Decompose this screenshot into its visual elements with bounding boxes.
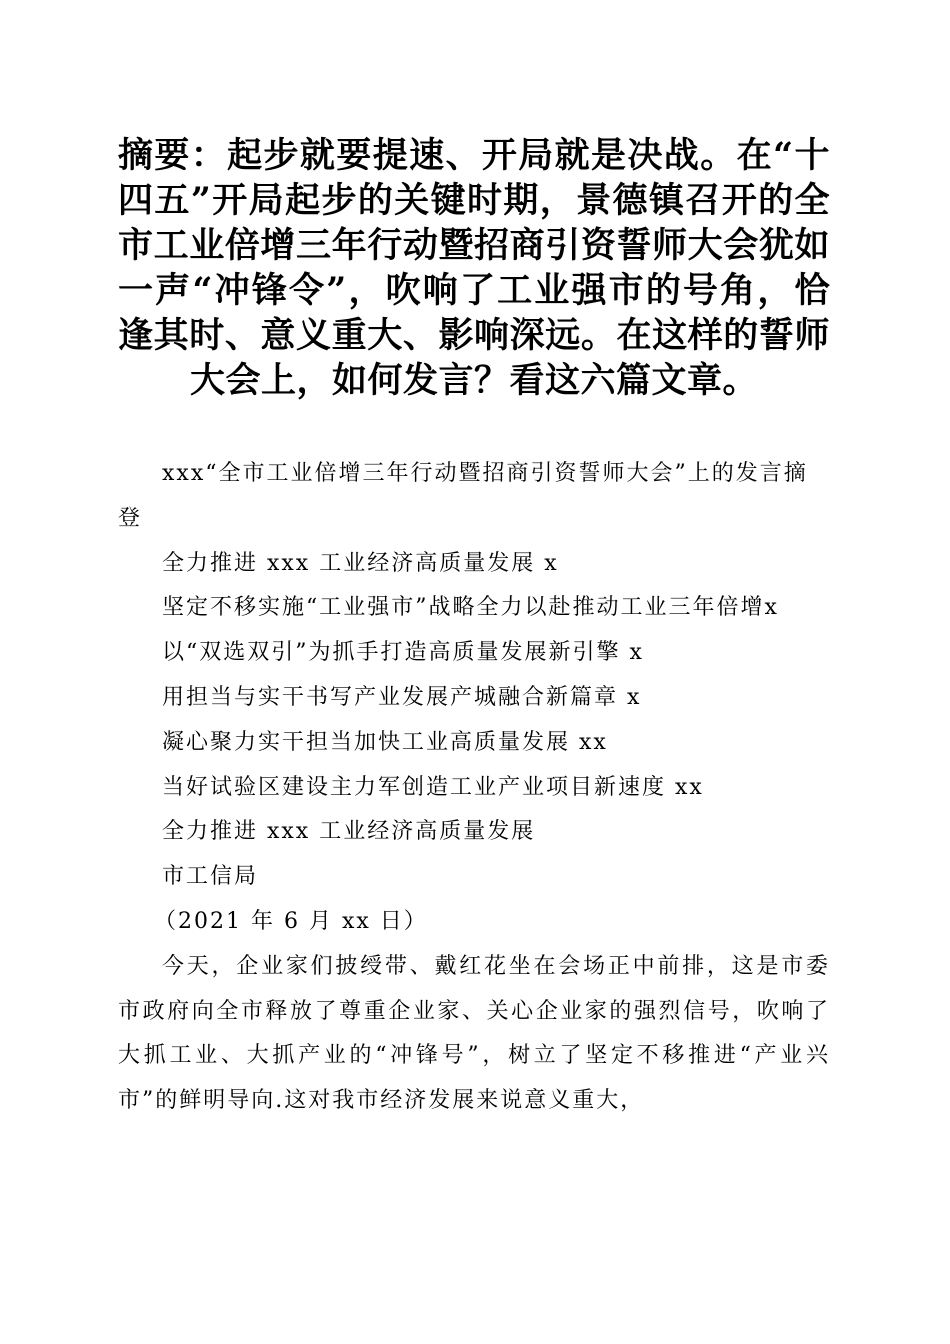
paragraph-article-2: 坚定不移实施“工业强市”战略全力以赴推动工业三年倍增x [162, 595, 779, 621]
paragraph-article-1: 全力推进 xxx 工业经济高质量发展 x [162, 550, 559, 576]
abstract-heading: 摘要：起步就要提速、开局就是决战。在“十四五”开局起步的关键时期，景德镇召开的全市工业倍增三年行动暨招商引资誓师大会犹如一声“冲锋令”，吹响了工业强市的号角，恰逢其时、意义重大、影响深远。在这样的誓师大会上，如何发言？看这六篇文章。 [118, 135, 830, 401]
paragraph-author: 市工信局 [162, 864, 259, 890]
paragraph-speech-title: xxx“全市工业倍增三年行动暨招商引资誓师大会”上的发言摘登 [118, 461, 808, 531]
paragraph-body-text: 今天，企业家们披绶带、戴红花坐在会场正中前排，这是市委市政府向全市释放了尊重企业家、关心企业家的强烈信号，吹响了大抓工业、大抓产业的“冲锋号”，树立了坚定不移推进“产业兴市”的鲜明导向.这对我市经济发展来说意义重大， [118, 953, 830, 1114]
paragraph-article-5: 凝心聚力实干担当加快工业高质量发展 xx [162, 729, 608, 755]
paragraph-article-3: 以“双选双引”为抓手打造高质量发展新引擎 x [162, 640, 644, 666]
paragraph-article-6: 当好试验区建设主力军创造工业产业项目新速度 xx [162, 774, 704, 800]
document-body [118, 452, 830, 1124]
paragraph-section-title: 全力推进 xxx 工业经济高质量发展 [162, 819, 536, 845]
paragraph-article-4: 用担当与实干书写产业发展产城融合新篇章 x [162, 684, 642, 710]
paragraph-date: （2021 年 6 月 xx 日） [154, 908, 428, 934]
